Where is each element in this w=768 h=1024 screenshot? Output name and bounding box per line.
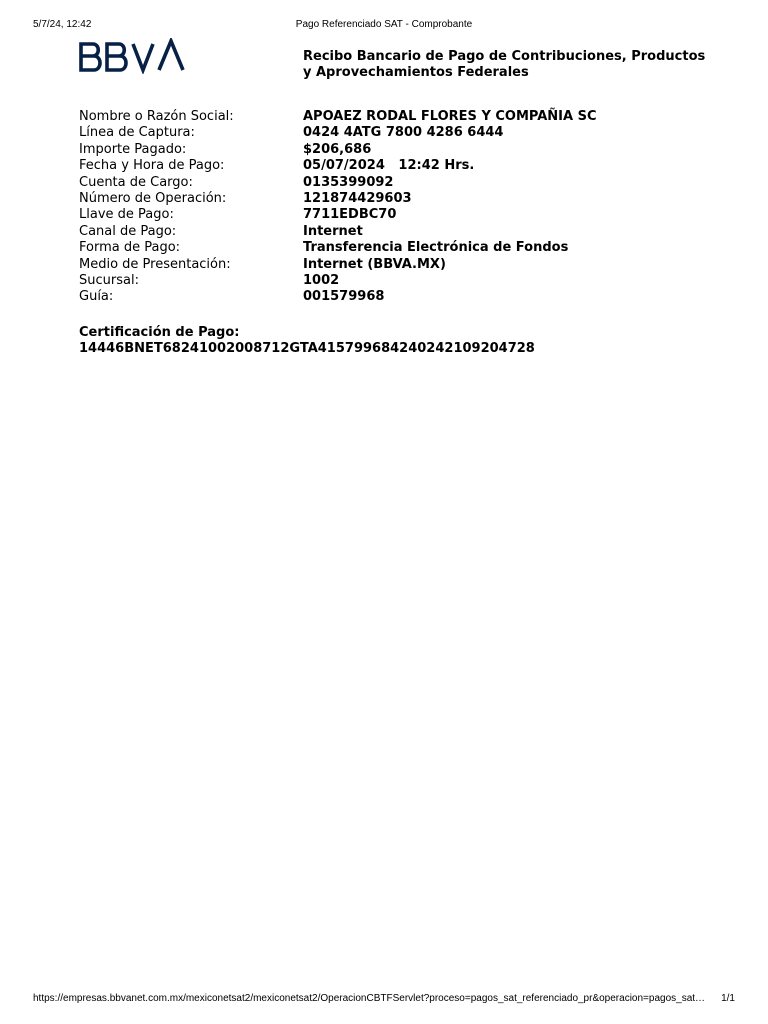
payment-details	[79, 109, 699, 306]
field-label: Fecha y Hora de Pago:	[79, 158, 225, 174]
field-value: 1002	[303, 272, 340, 288]
receipt-title	[303, 49, 723, 81]
field-row-razon-social	[79, 109, 699, 125]
print-url: https://empresas.bbvanet.com.mx/mexiconetsat2/mexiconetsat2/OperacionCBTFServlet?proceso=pagos_sat_referenciado_pr&operacion=pagos_sat…	[33, 993, 706, 1004]
field-value: 121874429603	[303, 190, 412, 206]
field-row-medio-presentacion	[79, 257, 699, 273]
print-footer	[33, 992, 735, 1006]
field-label: Canal de Pago:	[79, 223, 177, 239]
field-value: 05/07/2024 12:42 Hrs.	[303, 158, 475, 174]
field-value: $206,686	[303, 141, 372, 157]
print-header	[33, 18, 735, 32]
field-row-forma-pago	[79, 240, 699, 256]
print-page-number: 1/1	[721, 993, 735, 1004]
field-row-importe	[79, 142, 699, 158]
field-row-sucursal	[79, 273, 699, 289]
print-datetime: 5/7/24, 12:42	[33, 19, 92, 30]
field-value: APOAEZ RODAL FLORES Y COMPAÑIA SC	[303, 109, 597, 124]
field-label: Número de Operación:	[79, 190, 227, 206]
bbva-logo-icon	[79, 38, 187, 74]
field-label: Línea de Captura:	[79, 125, 195, 141]
certification-value: 14446BNET68241002008712GTA415799684240242109204728	[79, 341, 535, 357]
certification-label: Certificación de Pago:	[79, 325, 240, 340]
field-label: Forma de Pago:	[79, 240, 181, 256]
field-value: Transferencia Electrónica de Fondos	[303, 240, 569, 256]
field-value: 7711EDBC70	[303, 207, 397, 223]
field-value: 0424 4ATG 7800 4286 6444	[303, 125, 504, 141]
field-label: Llave de Pago:	[79, 207, 174, 223]
field-value: Internet (BBVA.MX)	[303, 256, 446, 272]
field-label: Medio de Presentación:	[79, 256, 231, 272]
field-row-guia	[79, 289, 699, 305]
field-label: Guía:	[79, 289, 114, 305]
field-value: 0135399092	[303, 174, 394, 190]
field-value: Internet	[303, 223, 363, 239]
field-label: Cuenta de Cargo:	[79, 174, 193, 190]
field-value: 001579968	[303, 289, 385, 305]
field-row-numero-operacion	[79, 191, 699, 207]
field-label: Importe Pagado:	[79, 141, 187, 157]
field-row-fecha-hora	[79, 158, 699, 174]
receipt-title-line1: Recibo Bancario de Pago de Contribuciones, Productos	[303, 49, 706, 64]
field-label: Sucursal:	[79, 272, 139, 288]
field-row-cuenta-cargo	[79, 175, 699, 191]
print-title: Pago Referenciado SAT - Comprobante	[295, 19, 473, 30]
payment-certification	[79, 325, 535, 358]
field-row-llave-pago	[79, 207, 699, 223]
bbva-logo	[79, 38, 187, 74]
field-label: Nombre o Razón Social:	[79, 109, 234, 124]
field-row-linea-captura	[79, 125, 699, 141]
field-row-canal-pago	[79, 224, 699, 240]
receipt-title-line2: y Aprovechamientos Federales	[303, 65, 529, 80]
